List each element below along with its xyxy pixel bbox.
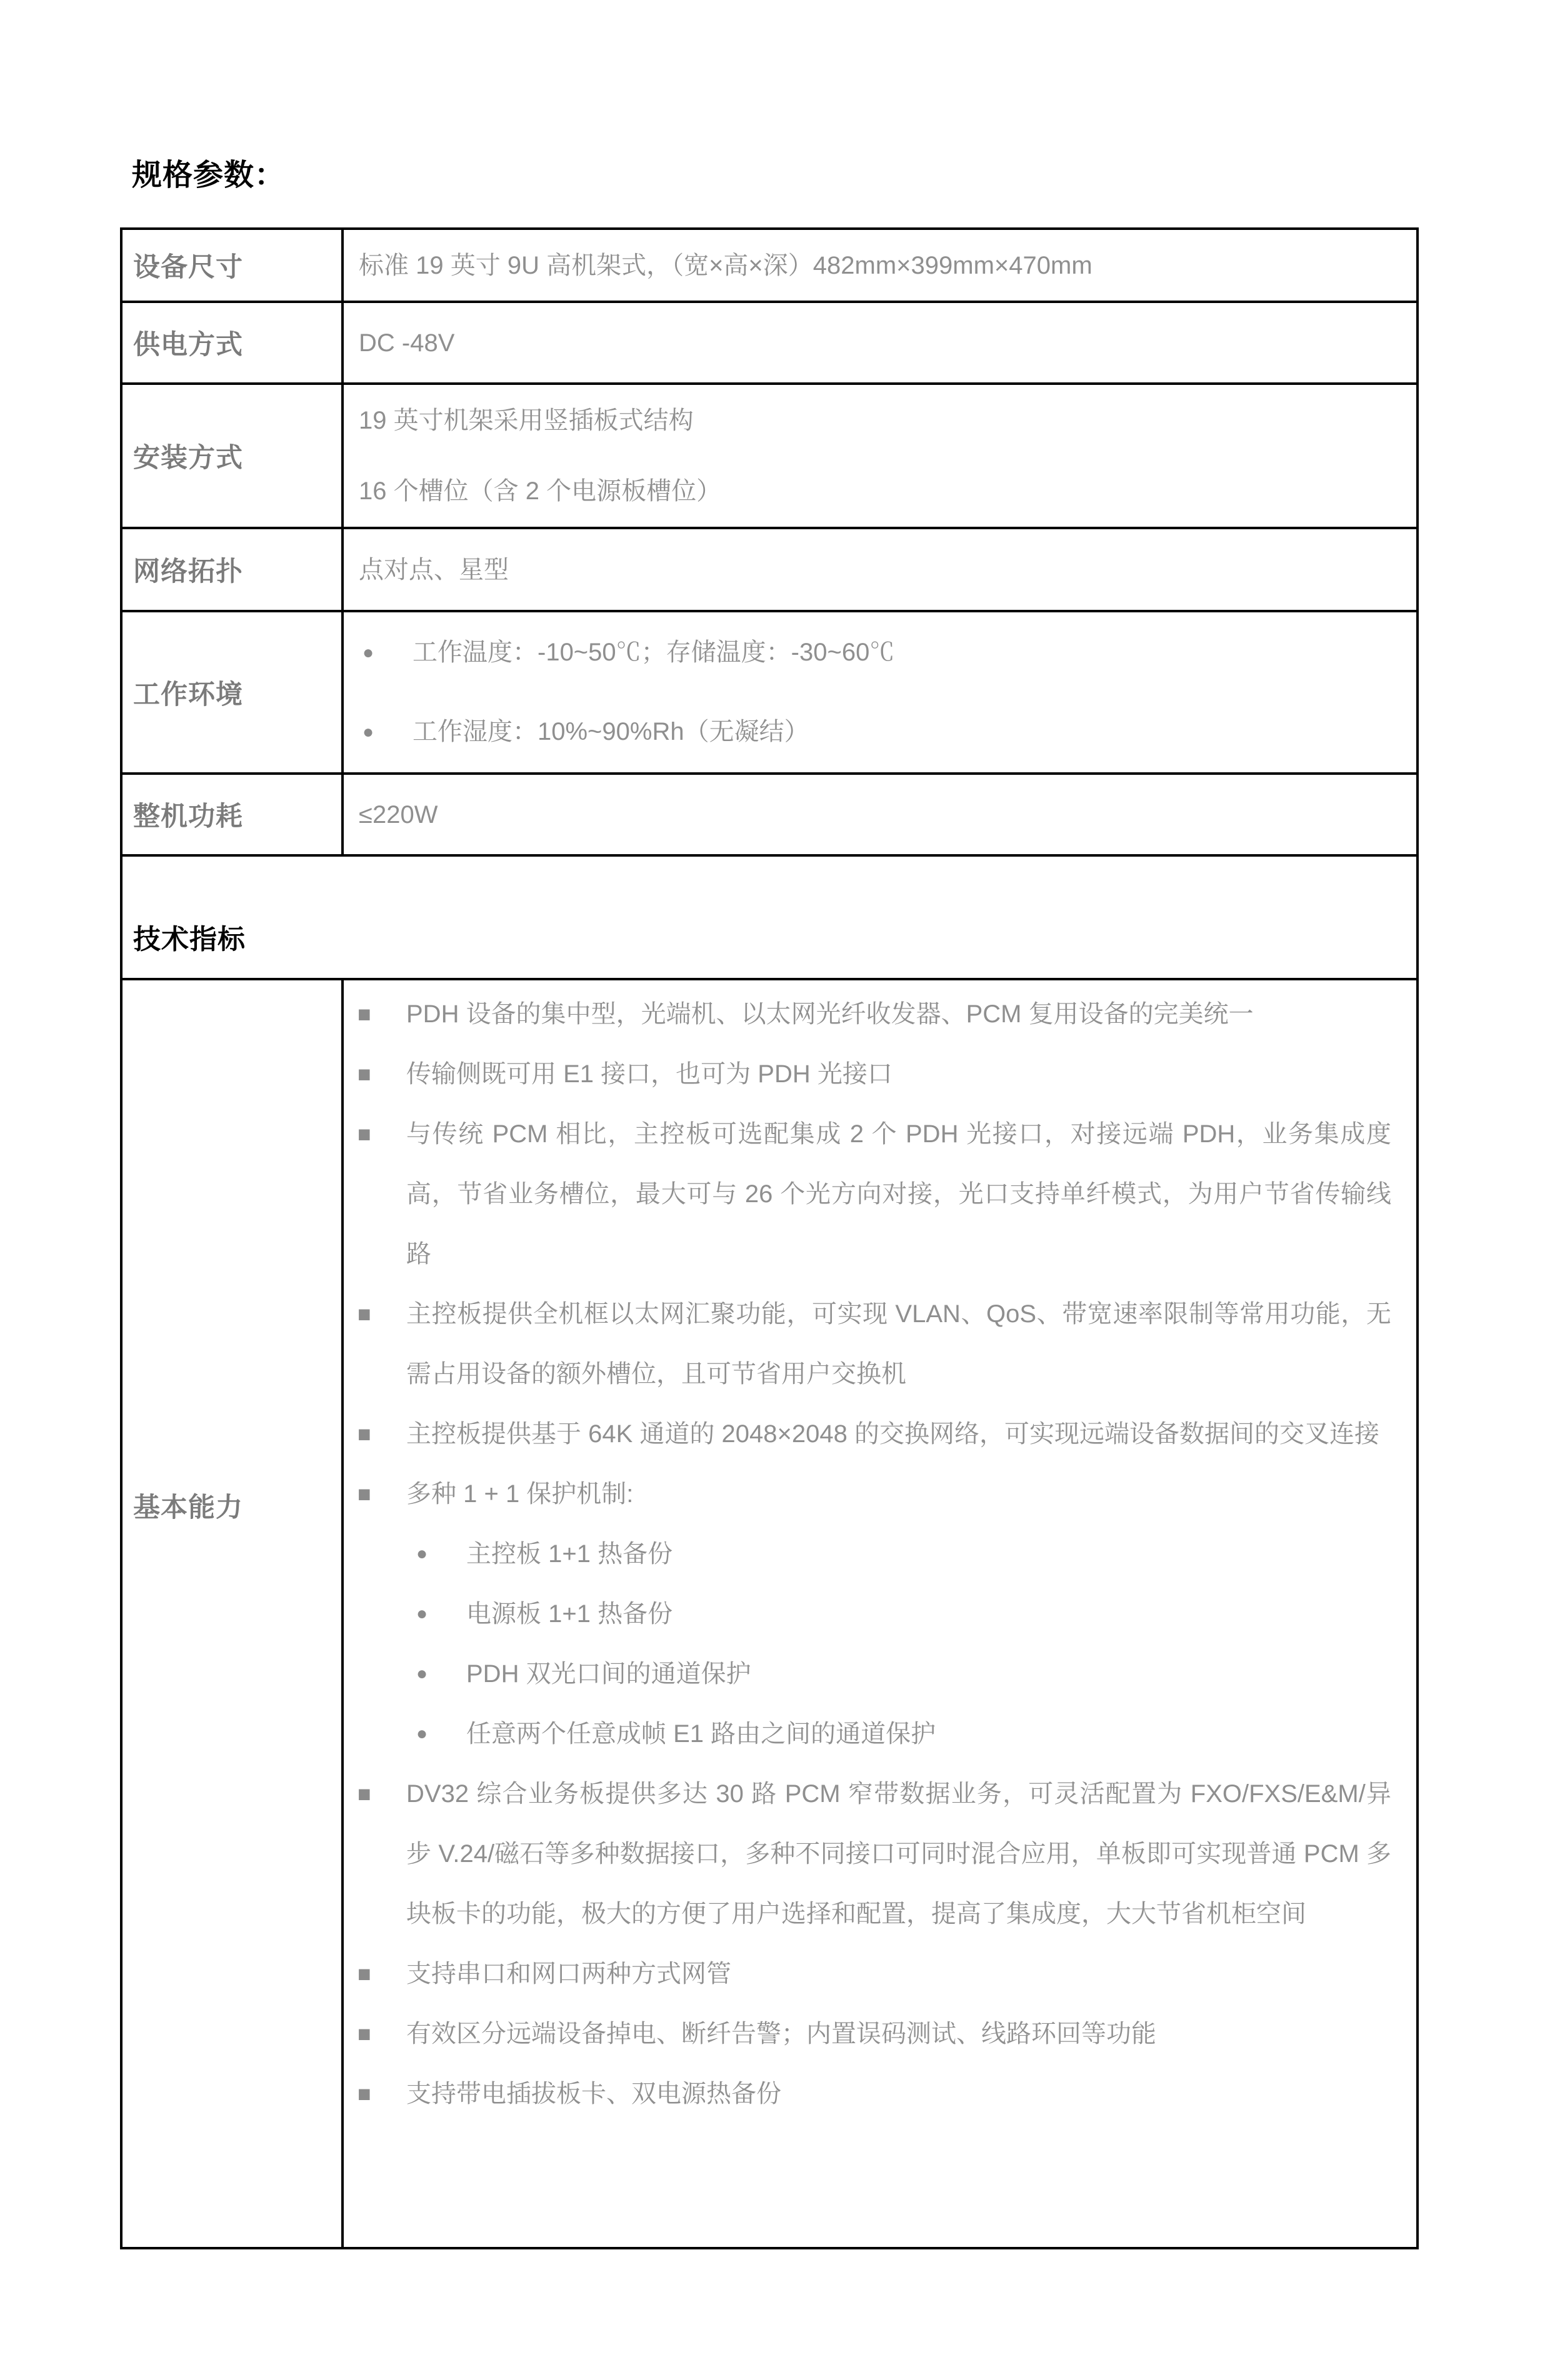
spec-value: 16 个槽位（含 2 个电源板槽位） [359, 477, 722, 505]
list-item [344, 1524, 1391, 1584]
row-label: 基本能力 [122, 980, 344, 2247]
capability-text: 传输侧既可用 E1 接口，也可为 PDH 光接口 [406, 1060, 892, 1088]
list-item [344, 1944, 1391, 2004]
list-item [344, 1284, 1391, 1404]
spec-value: 工作湿度：10%~90%Rh（无凝结） [412, 718, 809, 745]
row-content [344, 303, 1416, 382]
page-title: 规格参数： [132, 159, 286, 192]
table-row-topology [122, 527, 1416, 610]
row-label: 工作环境 [122, 612, 344, 772]
square-bullet-icon: ■ [358, 1121, 371, 1147]
row-content [344, 385, 1416, 527]
square-bullet-icon: ■ [358, 1481, 371, 1506]
capability-text: 支持带电插拔板卡、双电源热备份 [406, 2080, 781, 2108]
row-label: 整机功耗 [122, 775, 344, 854]
square-bullet-icon: ■ [358, 1961, 371, 1986]
table-row-basic-capability [122, 978, 1416, 2247]
list-item [344, 1464, 1391, 1524]
row-content [344, 612, 1416, 772]
spec-value: 工作温度：-10~50℃；存储温度：-30~60℃ [412, 639, 895, 666]
spec-table [120, 227, 1419, 2249]
square-bullet-icon: ■ [358, 1781, 371, 1806]
row-content [344, 230, 1416, 301]
capability-text: 任意两个任意成帧 E1 路由之间的通道保护 [466, 1720, 936, 1748]
circle-bullet-icon: ● [362, 642, 374, 663]
row-content [344, 529, 1416, 610]
capability-text: 主控板提供基于 64K 通道的 2048×2048 的交换网络，可实现远端设备数据间的交叉连接 [406, 1420, 1379, 1448]
row-label: 供电方式 [122, 303, 344, 382]
row-label: 设备尺寸 [122, 230, 344, 301]
capability-text: PDH 双光口间的通道保护 [466, 1660, 751, 1688]
circle-bullet-icon: ● [362, 722, 374, 742]
row-label: 网络拓扑 [122, 529, 344, 610]
list-item [344, 2064, 1391, 2124]
spec-value: ≤220W [359, 800, 438, 829]
capability-text: 多种 1 + 1 保护机制: [406, 1480, 634, 1508]
table-row-device-size [122, 230, 1416, 301]
capability-text: 主控板 1+1 热备份 [466, 1540, 673, 1568]
square-bullet-icon: ■ [358, 2081, 371, 2106]
list-item [344, 2004, 1391, 2064]
spec-value: 标准 19 英寸 9U 高机架式，（宽×高×深）482mm×399mm×470mm [359, 251, 1092, 279]
list-item [344, 1644, 1391, 1704]
table-row-section-header [122, 854, 1416, 978]
list-item [344, 1584, 1391, 1644]
circle-bullet-icon: ● [416, 1543, 428, 1564]
square-bullet-icon: ■ [358, 1001, 371, 1027]
spec-value: 19 英寸机架采用竖插板式结构 [359, 406, 694, 434]
row-label: 安装方式 [122, 385, 344, 527]
square-bullet-icon: ■ [358, 1061, 371, 1087]
list-item [344, 1764, 1391, 1944]
row-content [344, 775, 1416, 854]
circle-bullet-icon: ● [416, 1663, 428, 1684]
table-row-power-supply [122, 301, 1416, 382]
capability-text: DV32 综合业务板提供多达 30 路 PCM 窄带数据业务，可灵活配置为 FXO/FXS/E&M/异步 V.24/磁石等多种数据接口，多种不同接口可同时混合应用，单板即可实现普通 PCM 多块板卡的功能，极大的方便了用户选择和配置，提高了集成度，大大节省机柜空间 [406, 1780, 1391, 1928]
capability-text: 支持串口和网口两种方式网管 [406, 1960, 731, 1988]
capability-text: 主控板提供全机框以太网汇聚功能，可实现 VLAN、QoS、带宽速率限制等常用功能，无需占用设备的额外槽位，且可节省用户交换机 [406, 1300, 1391, 1388]
section-title: 技术指标 [133, 924, 246, 955]
capability-text: 有效区分远端设备掉电、断纤告警；内置误码测试、线路环回等功能 [406, 2020, 1156, 2048]
capability-text: PDH 设备的集中型，光端机、以太网光纤收发器、PCM 复用设备的完美统一 [406, 1000, 1254, 1028]
spec-value: DC -48V [359, 329, 455, 357]
capability-text: 与传统 PCM 相比，主控板可选配集成 2 个 PDH 光接口，对接远端 PDH，业务集成度高，节省业务槽位，最大可与 26 个光方向对接，光口支持单纤模式，为用户节省传输线路 [406, 1120, 1391, 1268]
row-content [344, 980, 1416, 2247]
list-item [344, 1404, 1391, 1464]
list-item [359, 613, 1394, 692]
square-bullet-icon: ■ [358, 1421, 371, 1446]
list-item [344, 1104, 1391, 1284]
circle-bullet-icon: ● [416, 1603, 428, 1624]
table-row-power-consumption [122, 772, 1416, 854]
table-row-environment [122, 610, 1416, 772]
list-item [344, 1704, 1391, 1764]
list-item [359, 692, 1394, 772]
list-item [344, 984, 1391, 1044]
square-bullet-icon: ■ [358, 1301, 371, 1327]
circle-bullet-icon: ● [416, 1723, 428, 1744]
spec-value: 点对点、星型 [359, 555, 509, 584]
list-item [344, 1044, 1391, 1104]
capability-text: 电源板 1+1 热备份 [466, 1600, 673, 1628]
table-row-installation [122, 382, 1416, 527]
square-bullet-icon: ■ [358, 2021, 371, 2046]
